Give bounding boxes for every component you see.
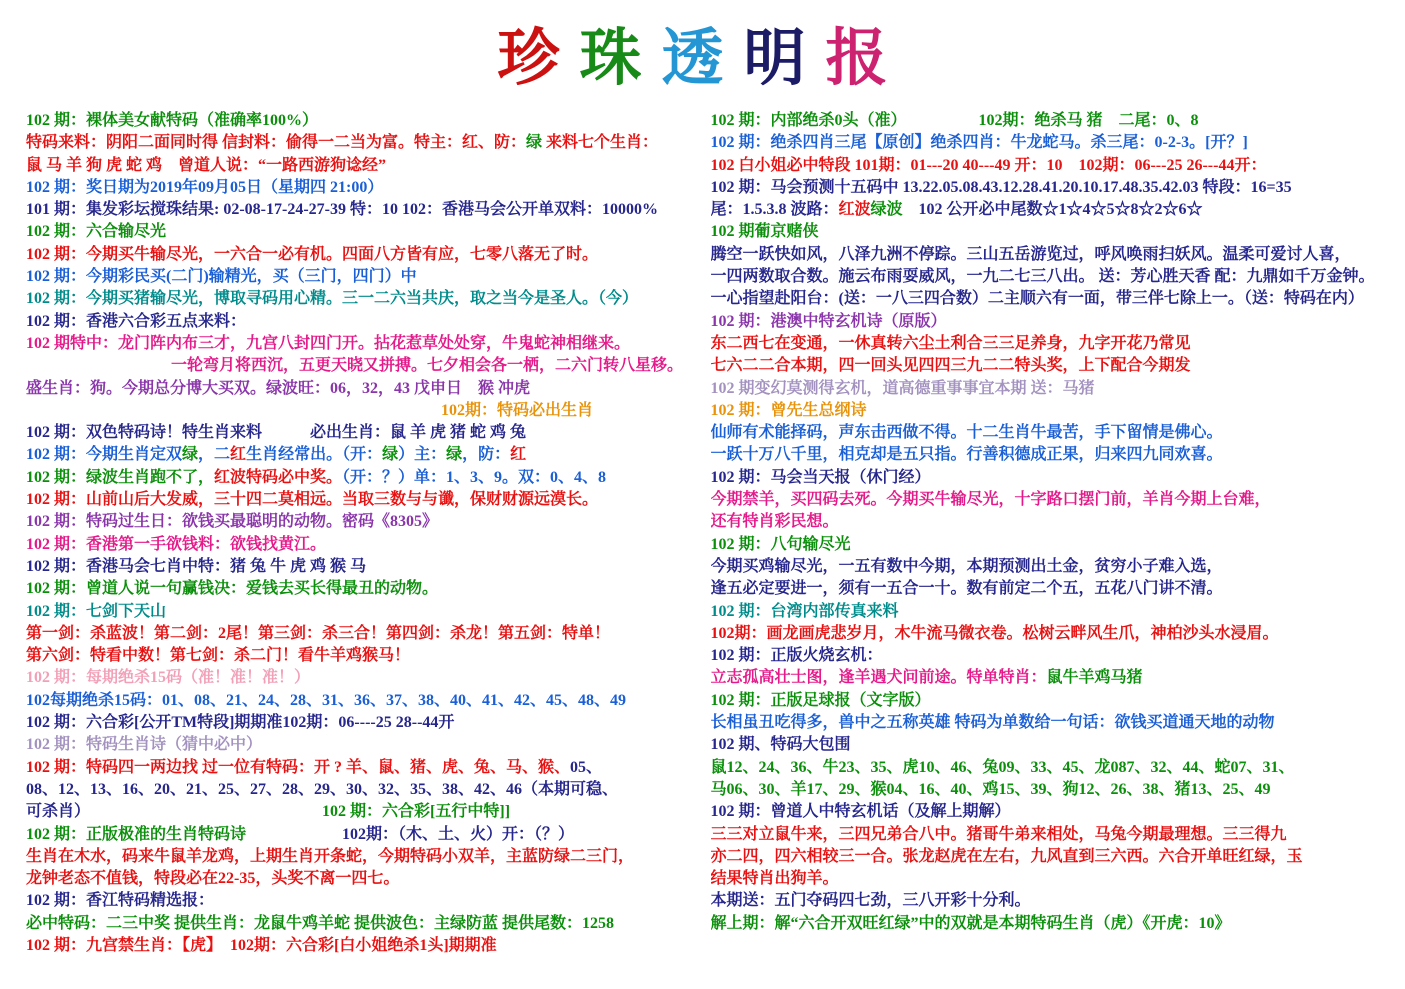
text-line: 龙钟老态不值钱，特段必在22-35，头奖不离一四七。 — [26, 870, 400, 888]
text-line: 102 期：绿波生肖跑不了，红波特码必中奖。（开：？）单：1、3、9。双：0、4、8 — [26, 468, 607, 486]
text-line: 102 期：今期生肖定双绿，二红生肖经常出。（开：绿）主：绿，防：红 — [26, 446, 527, 464]
text-line: 102 期：今期彩民买(二门)输精光，买（三门，四门）中 — [26, 268, 417, 286]
content-columns — [26, 110, 1379, 957]
title-char: 珍 — [497, 25, 580, 93]
text-line: 102 期：香港六合彩五点来料： — [26, 312, 247, 330]
text-line: 102 期：七剑下天山 — [26, 602, 167, 620]
right-column — [711, 110, 1380, 957]
text-line: 102 期：每期绝杀15码（准！准！准！） — [26, 669, 311, 687]
text-line: 102 期：马会预测十五码中 13.22.05.08.43.12.28.41.20.10.17.48.35.42.03 特段：16=35 — [710, 178, 1292, 196]
text-line: 102 期：曾先生总纲诗 — [710, 401, 867, 419]
text-line: 102 期：曾道人说一句赢钱决：爱钱去买长得最丑的动物。 — [26, 580, 439, 598]
text-line: 102期：画龙画虎悲岁月，木牛流马微衣卷。松树云畔风生爪，神柏沙头水浸眉。 — [710, 624, 1279, 642]
text-line: 102 期：香港第一手欲钱料：欲钱找黄江。 — [26, 535, 327, 553]
text-line: 102 期：正版足球报（文字版） — [710, 691, 931, 709]
text-line: 102 期：八句输尽光 — [710, 535, 851, 553]
text-line: 102 期：六合彩[公开TM特段]期期准102期：06----25 28--44开 — [26, 714, 455, 732]
text-line: 102 期：港澳中特玄机诗（原版） — [710, 312, 947, 330]
text-line: 东二西七在变通，一休真转六尘土利合三三足养身，九字开花乃常见 — [710, 334, 1191, 352]
text-line: 102 期：曾道人中特玄机话（及解上期解） — [710, 803, 1011, 821]
text-line: 102 期：马会当天报（休门经） — [710, 468, 931, 486]
text-line: 102每期绝杀15码：01、08、21、24、28、31、36、37、38、40、41、42、45、48、49 — [26, 691, 627, 709]
text-line: 逢五必定要进一，须有一五合一十。数有前定二个五，五花八门讲不清。 — [710, 580, 1223, 598]
text-line: 102期：特码必出生肖 — [441, 401, 594, 419]
text-line: 102 期：奖日期为2019年09月05日（星期四 21:00） — [26, 178, 384, 196]
text-line: 生肖在木水，码来牛鼠羊龙鸡，上期生肖开条蛇，今期特码小双羊，主蓝防绿二三门， — [26, 847, 635, 865]
text-line: 102 期：今期买猪输尽光，博取寻码用心精。三一二六当共庆，取之当今是圣人。（今） — [26, 290, 639, 308]
text-line: 腾空一跃快如风，八泽九洲不停踪。三山五岳游览过，呼风唤雨扫妖风。温柔可爱讨人喜， — [710, 245, 1351, 263]
text-line: 三三对立鼠牛来，三四兄弟合八中。猪哥牛弟来相处，马兔今期最理想。三三得九 — [710, 825, 1287, 843]
text-line: 101 期：集发彩坛搅珠结果: 02-08-17-24-27-39 特：10 102：香港马会公开单双料：10000% — [26, 201, 658, 219]
text-line: 102 期葡京赌侠 — [710, 223, 819, 241]
text-line: 一跃十万八千里，相克却是五只指。行善积德成正果，归来四九同欢喜。 — [710, 446, 1223, 464]
text-line: 102 期：特码过生日：欲钱买最聪明的动物。密码《8305》 — [26, 513, 439, 531]
left-column — [26, 110, 695, 957]
text-line: 今期禁羊，买四码去死。今期买牛输尽光，十字路口摆门前，羊肖今期上台难， — [710, 491, 1271, 509]
text-line: 102 期：双色特码诗！特生肖来料 必出生肖：鼠 羊 虎 猪 蛇 鸡 兔 — [26, 424, 527, 442]
text-line: 102 期：正版火烧玄机： — [710, 647, 883, 665]
text-line: 特码来料：阴阳二面同时得 信封料：偷得一二当为富。特主：红、防：绿 来料七个生肖： — [26, 134, 659, 152]
text-line: 尾：1.5.3.8 波路：红波绿波 102 公开必中尾数☆1☆4☆5☆8☆2☆6☆ — [710, 201, 1203, 219]
text-line: 七六二二合本期，四一回头见四四三九二二特头奖，上下配合今期发 — [710, 357, 1191, 375]
text-line: 102 期特中：龙门阵内布三才，九宫八封四门开。拈花惹草处处穿，牛鬼蛇神相继来。 — [26, 334, 631, 352]
text-line: 解上期：解“六合开双旺红绿”中的双就是本期特码生肖（虎）《开虎：10》 — [710, 914, 1231, 932]
text-line: 102 白小姐必中特段 101期：01---20 40---49 开：10 102期：06---25 26---44开： — [710, 156, 1267, 174]
text-line: 第六剑：特看中数！第七剑：杀二门！看牛羊鸡猴马！ — [26, 647, 411, 665]
text-line: 鼠 马 羊 狗 虎 蛇 鸡 曾道人说：“一路西游狗谂经” — [26, 156, 387, 174]
text-line: 可杀肖） 102 期：六合彩[五行中特]] — [26, 803, 511, 821]
text-line: 一心指望赴阳台：(送：一八三四合数）二主顺六有一面，带三伴七除上一。（送：特码在内） — [710, 290, 1364, 308]
text-line: 102 期：台湾内部传真来料 — [710, 602, 899, 620]
text-line: 必中特码：二三中奖 提供生肖：龙鼠牛鸡羊蛇 提供波色：主绿防蓝 提供尾数：1258 — [26, 914, 615, 932]
text-line: 102 期：裸体美女献特码（准确率100%） — [26, 112, 319, 129]
text-line: 102 期：香港马会七肖中特：猪 兔 牛 虎 鸡 猴 马 — [26, 557, 367, 575]
text-line: 102 期变幻莫测得玄机，道高德重事事宜本期 送：马猪 — [710, 379, 1095, 397]
text-line: 102 期：九宫禁生肖：【虎】 102期：六合彩[白小姐绝杀1头]期期准 — [26, 936, 497, 954]
text-line: 102 期：特码生肖诗（猜中必中） — [26, 736, 263, 754]
text-line: 102 期：今期买牛输尽光，一六合一必有机。四面八方皆有应，七零八落无了时。 — [26, 245, 599, 263]
text-line: 102 期：正版极准的生肖特码诗 102期：（木、土、火）开：（？） — [26, 825, 575, 843]
text-line: 仙师有术能择码，声东击西做不得。十二生肖牛最苦，手下留情是佛心。 — [710, 424, 1223, 442]
text-line: 102 期：六合输尽光 — [26, 223, 167, 241]
text-line: 102 期：特码四一两边找 过一位有特码：开 ? 羊、鼠、猪、虎、兔、马、猴、05、 — [26, 758, 603, 776]
text-line: 102 期：内部绝杀0头（准） 102期：绝杀马 猪 二尾：0、8 — [710, 112, 1199, 129]
text-line: 102 期、特码大包围 — [710, 736, 851, 754]
text-line: 还有特肖彩民想。 — [710, 513, 839, 531]
text-line: 102 期：香江特码精选报： — [26, 892, 215, 910]
text-line: 102 期：绝杀四肖三尾【原创】绝杀四肖：牛龙蛇马。杀三尾：0-2-3。[开？] — [710, 134, 1248, 152]
title-char: 透 — [661, 25, 744, 93]
text-line: 今期买鸡输尽光，一五有数中今期，本期预测出土金，贫穷小子难入选， — [710, 557, 1223, 575]
text-line: 鼠12、24、36、牛23、35、虎10、46、兔09、33、45、龙087、32、44、蛇07、31、 — [710, 758, 1295, 776]
text-line: 盛生肖：狗。今期总分博大买双。绿波旺：06，32，43 戊申日 猴 冲虎 — [26, 379, 531, 397]
text-line: 一四两数取合数。施云布雨耍威风，一九二七三八出。 送：芳心胜天香 配：九鼎如千万金钟。 — [710, 268, 1375, 286]
text-line: 08、12、13、16、20、21、25、27、28、29、30、32、35、38、42、46（本期可稳、 — [26, 780, 619, 798]
text-line: 102 期：山前山后大发威，三十四二莫相远。当取三数与与谶，保财财源远漠长。 — [26, 491, 599, 509]
text-line: 马06、30、羊17、29、猴04、16、40、鸡15、39、狗12、26、38、猪13、25、49 — [710, 780, 1271, 798]
text-line: 结果特肖出狗羊。 — [710, 870, 839, 888]
title-char: 明 — [743, 25, 826, 93]
title-char: 报 — [825, 25, 908, 93]
text-line: 第一剑：杀蓝波！第二剑：2尾！第三剑：杀三合！第四剑：杀龙！第五剑：特单！ — [26, 624, 611, 642]
text-line: 长相虽丑吃得多，兽中之五称英雄 特码为单数给一句话：欲钱买道通天地的动物 — [710, 714, 1275, 732]
page-title — [26, 20, 1379, 98]
title-char: 珠 — [579, 25, 662, 93]
text-line: 一轮弯月将西沉，五更天晓又拼搏。七夕相会各一栖，二六门转八星移。 — [171, 357, 684, 375]
text-line: 本期送：五门夺码四七劲，三八开彩十分利。 — [710, 892, 1031, 910]
text-line: 亦二四，四六相较三一合。张龙赵虎在左右，九风直到三六西。六合开单旺红绿，玉 — [710, 847, 1303, 865]
text-line: 立志孤高壮士图，逢羊遇犬问前途。特单特肖：鼠牛羊鸡马猪 — [710, 669, 1143, 687]
